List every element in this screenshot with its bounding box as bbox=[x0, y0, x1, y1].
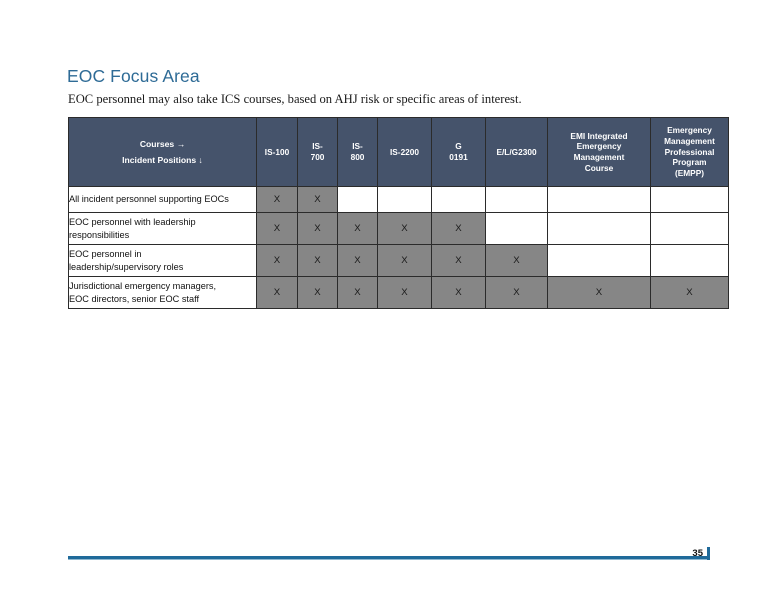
table-body bbox=[69, 187, 729, 309]
header-col-5-line-0: E/L/G2300 bbox=[496, 146, 537, 157]
mark-cell-r2-c1: X bbox=[298, 245, 338, 277]
header-col-6-line-2: Management bbox=[573, 152, 625, 162]
mark-cell-r3-c0: X bbox=[257, 277, 298, 309]
header-cell-col-5 bbox=[486, 118, 548, 187]
header-col-6-line-0: EMI Integrated bbox=[570, 130, 628, 141]
mark-cell-r0-c5 bbox=[486, 187, 548, 213]
mark-cell-r1-c7 bbox=[651, 213, 729, 245]
row-label-3-line-1: EOC directors, senior EOC staff bbox=[69, 293, 200, 304]
header-col-6-line-3: Course bbox=[584, 162, 614, 173]
mark-cell-r2-c5: X bbox=[486, 245, 548, 277]
intro-paragraph: EOC personnel may also take ICS courses, based on AHJ risk or specific areas of interest. bbox=[68, 92, 522, 106]
header-col-4-line-1: 0191 bbox=[449, 152, 468, 162]
header-col-0-line-0: IS-100 bbox=[264, 146, 290, 157]
mark-cell-r1-c6 bbox=[548, 213, 651, 245]
mark-cell-r3-c4: X bbox=[432, 277, 486, 309]
header-col-7-line-3: Program bbox=[672, 157, 707, 168]
header-cell-corner bbox=[69, 118, 257, 187]
mark-cell-r1-c2: X bbox=[338, 213, 378, 245]
row-label-2 bbox=[69, 245, 257, 277]
row-label-1-line-1: responsibilities bbox=[69, 229, 130, 240]
row-label-1 bbox=[69, 213, 257, 245]
header-col-7-line-0: Emergency bbox=[667, 125, 712, 136]
mark-cell-r3-c2: X bbox=[338, 277, 378, 309]
footer-end-tick bbox=[707, 547, 710, 560]
mark-cell-r3-c1: X bbox=[298, 277, 338, 309]
mark-cell-r1-c1: X bbox=[298, 213, 338, 245]
mark-cell-r1-c5 bbox=[486, 213, 548, 245]
row-label-1-line-0: EOC personnel with leadership bbox=[69, 217, 196, 228]
mark-cell-r2-c3: X bbox=[378, 245, 432, 277]
mark-cell-r2-c0: X bbox=[257, 245, 298, 277]
footer-rule-secondary bbox=[68, 559, 708, 560]
page-title: EOC Focus Area bbox=[67, 66, 200, 86]
row-label-0-line-0: All incident personnel supporting EOCs bbox=[69, 194, 229, 205]
row-label-3-line-0: Jurisdictional emergency managers, bbox=[69, 281, 217, 292]
mark-cell-r3-c3: X bbox=[378, 277, 432, 309]
table-row bbox=[69, 187, 729, 213]
header-col-1-line-0: IS- bbox=[312, 141, 323, 152]
header-col-3-line-0: IS-2200 bbox=[389, 146, 420, 157]
header-cell-col-7 bbox=[651, 118, 729, 187]
header-col-2-line-0: IS- bbox=[352, 141, 363, 152]
mark-cell-r0-c4 bbox=[432, 187, 486, 213]
table-row bbox=[69, 213, 729, 245]
header-col-4-line-0: G bbox=[455, 141, 462, 152]
mark-cell-r3-c5: X bbox=[486, 277, 548, 309]
header-cell-col-0 bbox=[257, 118, 298, 187]
page-number: 35 bbox=[692, 548, 703, 559]
mark-cell-r0-c6 bbox=[548, 187, 651, 213]
header-col-7-line-4: (EMPP) bbox=[674, 167, 705, 178]
header-cell-col-2 bbox=[338, 118, 378, 187]
row-label-2-line-1: leadership/supervisory roles bbox=[69, 261, 184, 272]
mark-cell-r2-c6 bbox=[548, 245, 651, 277]
mark-cell-r2-c4: X bbox=[432, 245, 486, 277]
table-row bbox=[69, 277, 729, 309]
corner-courses-label: Courses → bbox=[139, 138, 186, 149]
mark-cell-r0-c1: X bbox=[298, 187, 338, 213]
mark-cell-r3-c6: X bbox=[548, 277, 651, 309]
row-label-0 bbox=[69, 187, 257, 213]
mark-cell-r1-c3: X bbox=[378, 213, 432, 245]
header-col-2-line-1: 800 bbox=[350, 152, 365, 162]
row-label-2-line-0: EOC personnel in bbox=[69, 249, 142, 260]
mark-cell-r0-c7 bbox=[651, 187, 729, 213]
mark-cell-r2-c7 bbox=[651, 245, 729, 277]
mark-cell-r1-c0: X bbox=[257, 213, 298, 245]
mark-cell-r2-c2: X bbox=[338, 245, 378, 277]
header-cell-col-4 bbox=[432, 118, 486, 187]
mark-cell-r0-c3 bbox=[378, 187, 432, 213]
header-col-7-line-2: Professional bbox=[664, 146, 715, 157]
mark-cell-r0-c2 bbox=[338, 187, 378, 213]
row-label-3 bbox=[69, 277, 257, 309]
header-col-7-line-1: Management bbox=[664, 136, 715, 147]
header-cell-col-6 bbox=[548, 118, 651, 187]
eoc-course-matrix-table bbox=[68, 117, 729, 309]
table-header-row bbox=[69, 118, 729, 187]
header-col-1-line-1: 700 bbox=[310, 152, 325, 162]
corner-positions-label: Incident Positions ↓ bbox=[122, 155, 203, 165]
header-cell-col-1 bbox=[298, 118, 338, 187]
mark-cell-r1-c4: X bbox=[432, 213, 486, 245]
mark-cell-r0-c0: X bbox=[257, 187, 298, 213]
header-col-6-line-1: Emergency bbox=[576, 141, 622, 152]
mark-cell-r3-c7: X bbox=[651, 277, 729, 309]
table-row bbox=[69, 245, 729, 277]
header-cell-col-3 bbox=[378, 118, 432, 187]
